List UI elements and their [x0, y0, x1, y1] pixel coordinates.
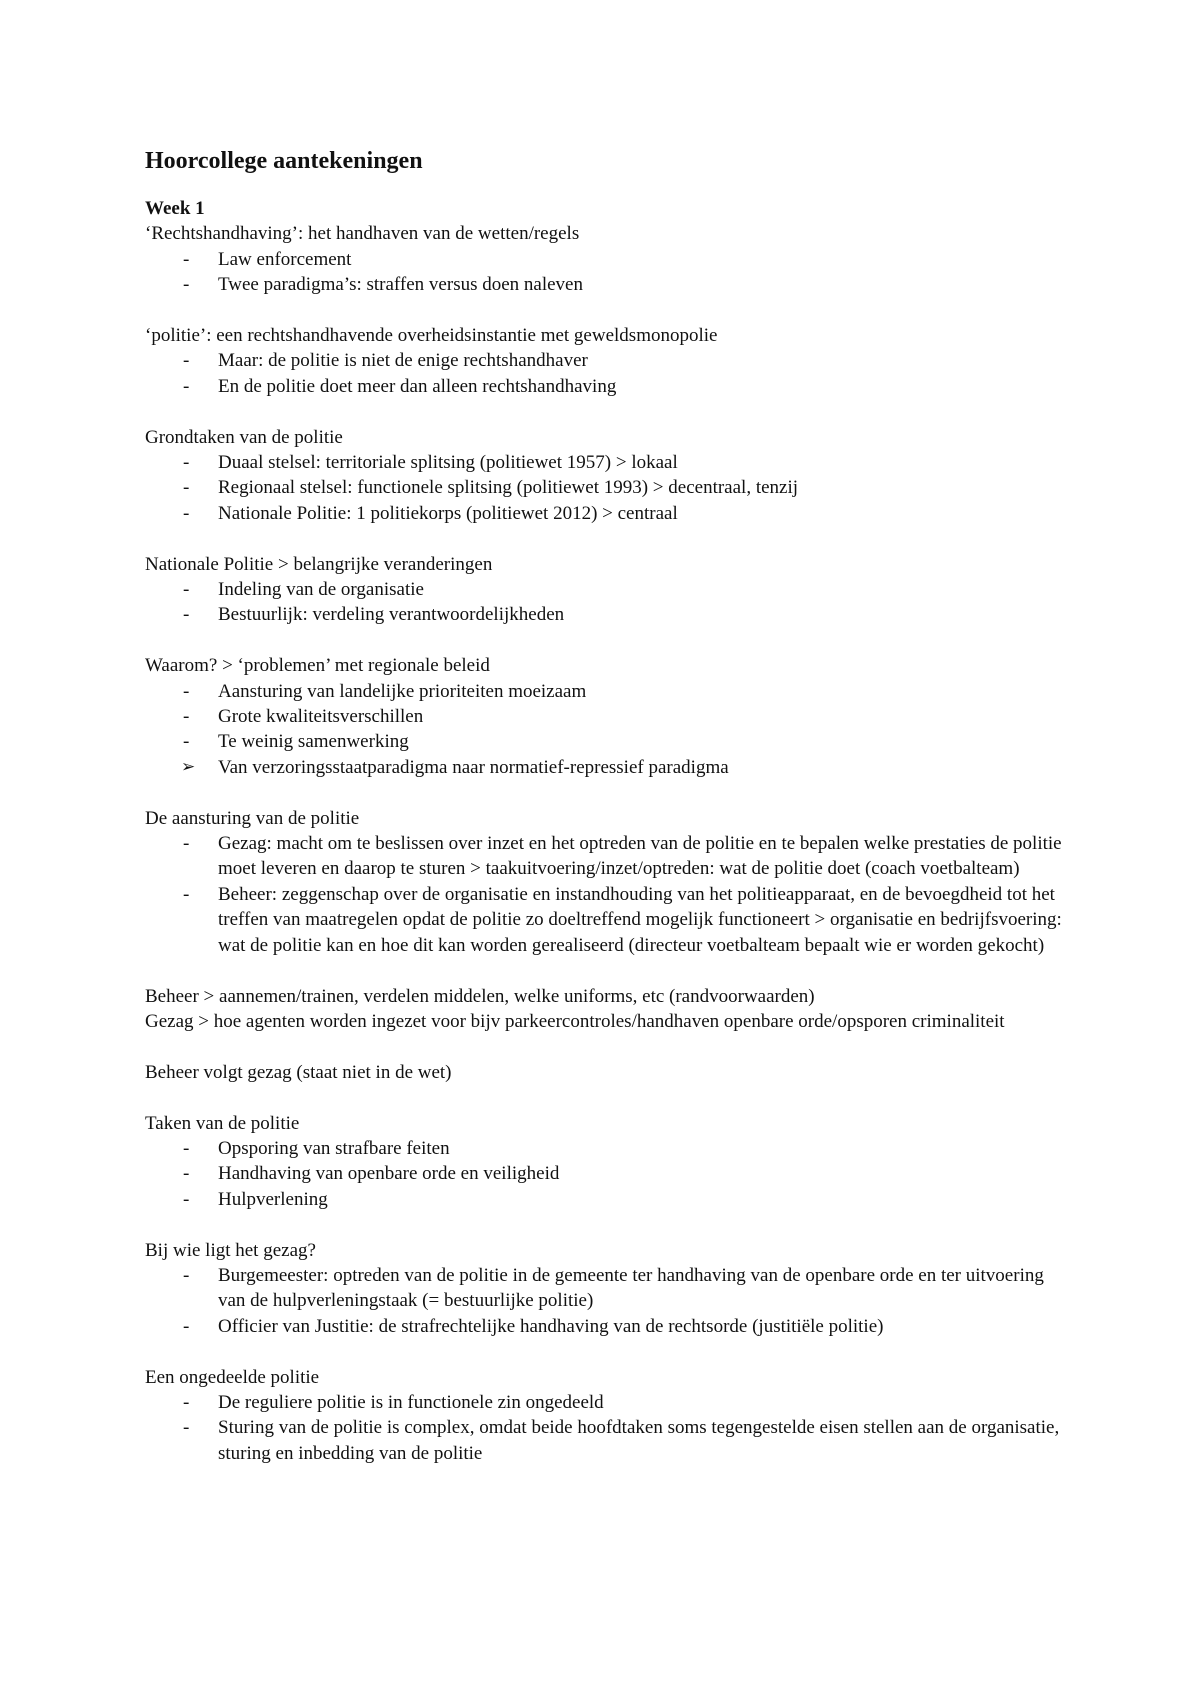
dash-bullet: -: [183, 477, 190, 499]
section-gezag: [145, 1238, 1075, 1340]
section-politie: [145, 323, 1075, 399]
dash-bullet: -: [183, 1137, 190, 1159]
section-heading: ‘Rechtshandhaving’: het handhaven van de wetten/regels: [145, 223, 580, 245]
paragraph-line: Beheer volgt gezag (staat niet in de wet): [145, 1061, 452, 1083]
dash-bullet: -: [183, 833, 190, 855]
list-item: [145, 1136, 1075, 1161]
document-page: [145, 146, 1075, 1466]
list-item-text: Van verzoringsstaatparadigma naar normatief-repressief paradigma: [218, 756, 729, 778]
section-heading: Taken van de politie: [145, 1112, 300, 1134]
section-heading: Bij wie ligt het gezag?: [145, 1239, 316, 1261]
dash-bullet: -: [183, 883, 190, 905]
dash-bullet: -: [183, 1417, 190, 1439]
list-item-text: Beheer: zeggenschap over de organisatie en instandhouding van het politieapparaat, en de bevoegdheid tot het treffen van maatregelen opdat de politie zo doeltreffend mogelijk functioneert > organisatie en bedrijfsvoering: wat de politie kan en hoe dit kan worden gerealiseerd (directeur voetbalteam bepaalt wie er worden gekocht): [218, 883, 1062, 956]
section-grondtaken: [145, 425, 1075, 527]
bullet-list: [145, 450, 1075, 526]
list-item-text: Aansturing van landelijke prioriteiten moeizaam: [218, 680, 587, 702]
list-item-text: Duaal stelsel: territoriale splitsing (politiewet 1957) > lokaal: [218, 452, 678, 474]
bullet-list: [145, 831, 1075, 958]
dash-bullet: -: [183, 604, 190, 626]
dash-bullet: -: [183, 1315, 190, 1337]
list-item: [145, 729, 1075, 754]
list-item: [145, 1161, 1075, 1186]
bullet-list: [145, 1136, 1075, 1212]
paragraph-line: Beheer > aannemen/trainen, verdelen middelen, welke uniforms, etc (randvoorwaarden): [145, 985, 815, 1007]
dash-bullet: -: [183, 706, 190, 728]
dash-bullet: -: [183, 452, 190, 474]
dash-bullet: -: [183, 731, 190, 753]
bullet-list: [145, 247, 1075, 298]
list-item: [145, 704, 1075, 729]
section-heading: Nationale Politie > belangrijke veranderingen: [145, 553, 493, 575]
dash-bullet: -: [183, 502, 190, 524]
list-item-text: Bestuurlijk: verdeling verantwoordelijkheden: [218, 604, 565, 626]
dash-bullet: -: [183, 1163, 190, 1185]
section-beheer-volgt-gezag: [145, 1060, 1075, 1085]
list-item-text: Hulpverlening: [218, 1188, 328, 1210]
list-item-text: De reguliere politie is in functionele zin ongedeeld: [218, 1391, 604, 1413]
list-item: [145, 602, 1075, 627]
bullet-list: [145, 348, 1075, 399]
list-item: [145, 501, 1075, 526]
list-item-text: Nationale Politie: 1 politiekorps (politiewet 2012) > centraal: [218, 502, 678, 524]
list-item-text: Burgemeester: optreden van de politie in de gemeente ter handhaving van de openbare orde en ter uitvoering van de hulpverleningstaak (= bestuurlijke politie): [218, 1264, 1044, 1312]
dash-bullet: -: [183, 1391, 190, 1413]
paragraph-line: Gezag > hoe agenten worden ingezet voor bijv parkeercontroles/handhaven openbare orde/opsporen criminaliteit: [145, 1010, 1005, 1032]
list-item: [145, 272, 1075, 297]
section-heading: Waarom? > ‘problemen’ met regionale beleid: [145, 655, 490, 677]
dash-bullet: -: [183, 579, 190, 601]
dash-bullet: -: [183, 375, 190, 397]
section-heading: Grondtaken van de politie: [145, 426, 343, 448]
dash-bullet: -: [183, 248, 190, 270]
list-item: [145, 831, 1075, 882]
list-item: [145, 679, 1075, 704]
bullet-list: [145, 1263, 1075, 1339]
section-nationale-politie: [145, 552, 1075, 628]
document-title: Hoorcollege aantekeningen: [145, 148, 423, 174]
bullet-list: [145, 1390, 1075, 1466]
list-item: [145, 1314, 1075, 1339]
bullet-list: [145, 577, 1075, 628]
list-item-text: Opsporing van strafbare feiten: [218, 1137, 450, 1159]
section-aansturing: [145, 806, 1075, 958]
list-item-text: Te weinig samenwerking: [218, 731, 409, 753]
list-item-text: Handhaving van openbare orde en veiligheid: [218, 1163, 560, 1185]
section-taken: [145, 1111, 1075, 1213]
section-heading: ‘politie’: een rechtshandhavende overheidsinstantie met geweldsmonopolie: [145, 325, 718, 347]
list-item: [145, 374, 1075, 399]
dash-bullet: -: [183, 274, 190, 296]
section-ongedeelde-politie: [145, 1365, 1075, 1467]
list-item-text: Maar: de politie is niet de enige rechtshandhaver: [218, 350, 588, 372]
section-heading: Een ongedeelde politie: [145, 1366, 320, 1388]
list-item-text: Sturing van de politie is complex, omdat beide hoofdtaken soms tegengestelde eisen stellen aan de organisatie, sturing en inbedding van de politie: [218, 1417, 1060, 1464]
list-item-text: Indeling van de organisatie: [218, 579, 424, 601]
list-item-text: En de politie doet meer dan alleen rechtshandhaving: [218, 375, 617, 397]
list-item: [145, 1390, 1075, 1415]
list-item: [145, 755, 1075, 780]
list-item: [145, 1263, 1075, 1314]
list-item-text: Regionaal stelsel: functionele splitsing (politiewet 1993) > decentraal, tenzij: [218, 477, 799, 499]
list-item: [145, 577, 1075, 602]
arrow-bullet-icon: ➢: [181, 756, 196, 777]
list-item: [145, 1187, 1075, 1212]
list-item-text: Law enforcement: [218, 248, 352, 270]
week-heading: Week 1: [145, 198, 205, 219]
section-rechtshandhaving: [145, 221, 1075, 297]
list-item: [145, 348, 1075, 373]
section-waarom: [145, 653, 1075, 780]
list-item: [145, 882, 1075, 958]
list-item: [145, 450, 1075, 475]
list-item-text: Twee paradigma’s: straffen versus doen naleven: [218, 274, 583, 296]
list-item-text: Gezag: macht om te beslissen over inzet en het optreden van de politie en te bepalen welke prestaties de politie moet leveren en daarop te sturen > taakuitvoering/inzet/optreden: wat de politie doet (coach voetbalteam): [218, 833, 1062, 880]
section-beheer-gezag: [145, 984, 1075, 1035]
bullet-list: [145, 679, 1075, 781]
dash-bullet: -: [183, 680, 190, 702]
dash-bullet: -: [183, 1188, 190, 1210]
section-heading: De aansturing van de politie: [145, 807, 360, 829]
list-item-text: Officier van Justitie: de strafrechtelijke handhaving van de rechtsorde (justitiële politie): [218, 1315, 884, 1337]
dash-bullet: -: [183, 350, 190, 372]
dash-bullet: -: [183, 1264, 190, 1286]
list-item: [145, 1415, 1075, 1466]
list-item-text: Grote kwaliteitsverschillen: [218, 706, 424, 728]
list-item: [145, 247, 1075, 272]
list-item: [145, 475, 1075, 500]
